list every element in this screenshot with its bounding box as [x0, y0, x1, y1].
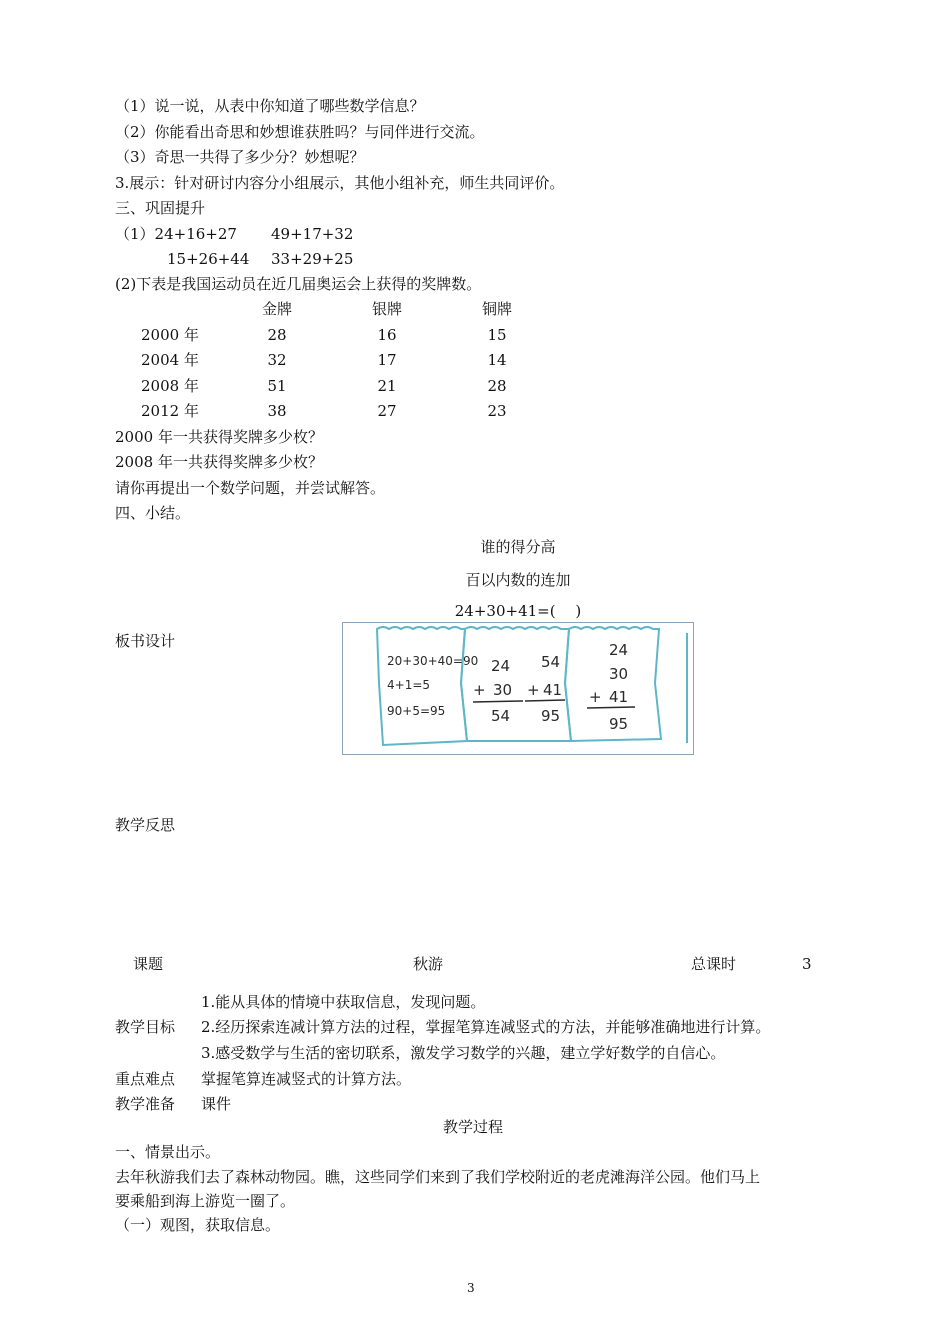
- page-number: 3: [467, 1281, 475, 1295]
- total-hours-label: 总课时: [691, 955, 737, 973]
- panel-2-op: +: [473, 681, 486, 699]
- medal-header-bronze: 铜牌: [481, 300, 512, 318]
- board-equation: 24+30+41=( ): [454, 602, 582, 620]
- panel-4-result: 95: [609, 715, 629, 733]
- panel-4-a: 24: [609, 641, 629, 659]
- reflection-label: 教学反思: [115, 816, 176, 834]
- medal-cell: 28: [487, 377, 507, 395]
- medal-cell: 28: [267, 326, 287, 344]
- medal-row-year: 2012 年: [141, 402, 199, 420]
- board-subtitle: 百以内数的连加: [465, 571, 571, 589]
- goals-label: 教学目标: [115, 1018, 176, 1036]
- blackboard-image: [342, 622, 694, 755]
- medal-cell: 27: [377, 402, 397, 420]
- panel-2-bottom: 30: [493, 681, 513, 699]
- story-line-1: 去年秋游我们去了森林动物园。瞧，这些同学们来到了我们学校附近的老虎滩海洋公园。他们马上: [115, 1168, 761, 1186]
- medal-cell: 14: [487, 351, 507, 369]
- goal-1: 1.能从具体的情境中获取信息，发现问题。: [201, 993, 486, 1011]
- medal-header-silver: 银牌: [371, 300, 402, 318]
- panel-1-line-1: 20+30+40=90: [387, 654, 479, 668]
- goal-3: 3.感受数学与生活的密切联系，激发学习数学的兴趣，建立学好数学的自信心。: [201, 1044, 726, 1062]
- board-design-label: 板书设计: [115, 632, 176, 650]
- question-2008: 2008 年一共获得奖牌多少枚？: [115, 453, 323, 471]
- panel-4-op: +: [589, 688, 602, 706]
- medal-cell: 51: [267, 377, 287, 395]
- medal-cell: 15: [487, 326, 507, 344]
- exercise-1b: 49+17+32: [271, 225, 354, 243]
- question-2: （2）你能看出奇思和妙想谁获胜吗？与同伴进行交流。: [115, 123, 485, 141]
- medal-cell: 38: [267, 402, 287, 420]
- exercise-1d: 33+29+25: [271, 250, 354, 268]
- total-hours-value: 3: [802, 955, 812, 973]
- blackboard-drawing: [343, 623, 693, 754]
- panel-3-result: 95: [541, 707, 561, 725]
- step-1-heading: 一、情景出示。: [115, 1143, 221, 1161]
- exercise-1a: （1）24+16+27: [115, 225, 237, 243]
- question-3: （3）奇思一共得了多少分？妙想呢？: [115, 148, 365, 166]
- panel-4-c: 41: [609, 688, 629, 706]
- panel-3-bottom: 41: [543, 681, 563, 699]
- key-points-value: 掌握笔算连减竖式的计算方法。: [201, 1070, 412, 1088]
- panel-4-rule: [587, 707, 635, 708]
- panel-1-line-3: 90+5=95: [387, 704, 446, 718]
- medal-cell: 32: [267, 351, 287, 369]
- key-points-label: 重点难点: [115, 1070, 176, 1088]
- panel-3-rule: [525, 700, 565, 701]
- topic-value: 秋游: [413, 955, 444, 973]
- process-title: 教学过程: [443, 1118, 504, 1136]
- medal-row-year: 2004 年: [141, 351, 199, 369]
- medal-cell: 17: [377, 351, 397, 369]
- medal-cell: 21: [377, 377, 397, 395]
- medal-row-year: 2000 年: [141, 326, 199, 344]
- panel-2-rule: [473, 701, 523, 702]
- question-2000: 2000 年一共获得奖牌多少枚？: [115, 428, 323, 446]
- goal-2: 2.经历探索连减计算方法的过程，掌握笔算连减竖式的方法，并能够准确地进行计算。: [201, 1018, 771, 1036]
- medal-cell: 23: [487, 402, 507, 420]
- section-3-heading: 三、巩固提升: [115, 199, 206, 217]
- question-more: 请你再提出一个数学问题，并尝试解答。: [115, 479, 386, 497]
- panel-2-result: 54: [491, 707, 511, 725]
- panel-2-top: 24: [491, 657, 511, 675]
- panel-3-op: +: [527, 681, 540, 699]
- panel-1-line-2: 4+1=5: [387, 678, 431, 692]
- story-line-2: 要乘船到海上游览一圈了。: [115, 1192, 296, 1210]
- section-4-heading: 四、小结。: [115, 504, 191, 522]
- topic-label: 课题: [133, 955, 164, 973]
- board-title: 谁的得分高: [480, 538, 556, 556]
- exercise-2: (2)下表是我国运动员在近几届奥运会上获得的奖牌数。: [115, 275, 482, 293]
- medal-cell: 16: [377, 326, 397, 344]
- show-step: 3.展示：针对研讨内容分小组展示，其他小组补充，师生共同评价。: [115, 174, 565, 192]
- panel-3-top: 54: [541, 653, 561, 671]
- sub-step-1: （一）观图，获取信息。: [115, 1216, 281, 1234]
- question-1: （1）说一说，从表中你知道了哪些数学信息？: [115, 97, 425, 115]
- panel-4-b: 30: [609, 665, 629, 683]
- preparation-label: 教学准备: [115, 1095, 176, 1113]
- medal-header-gold: 金牌: [261, 300, 292, 318]
- medal-row-year: 2008 年: [141, 377, 199, 395]
- preparation-value: 课件: [201, 1095, 232, 1113]
- exercise-1c: 15+26+44: [167, 250, 250, 268]
